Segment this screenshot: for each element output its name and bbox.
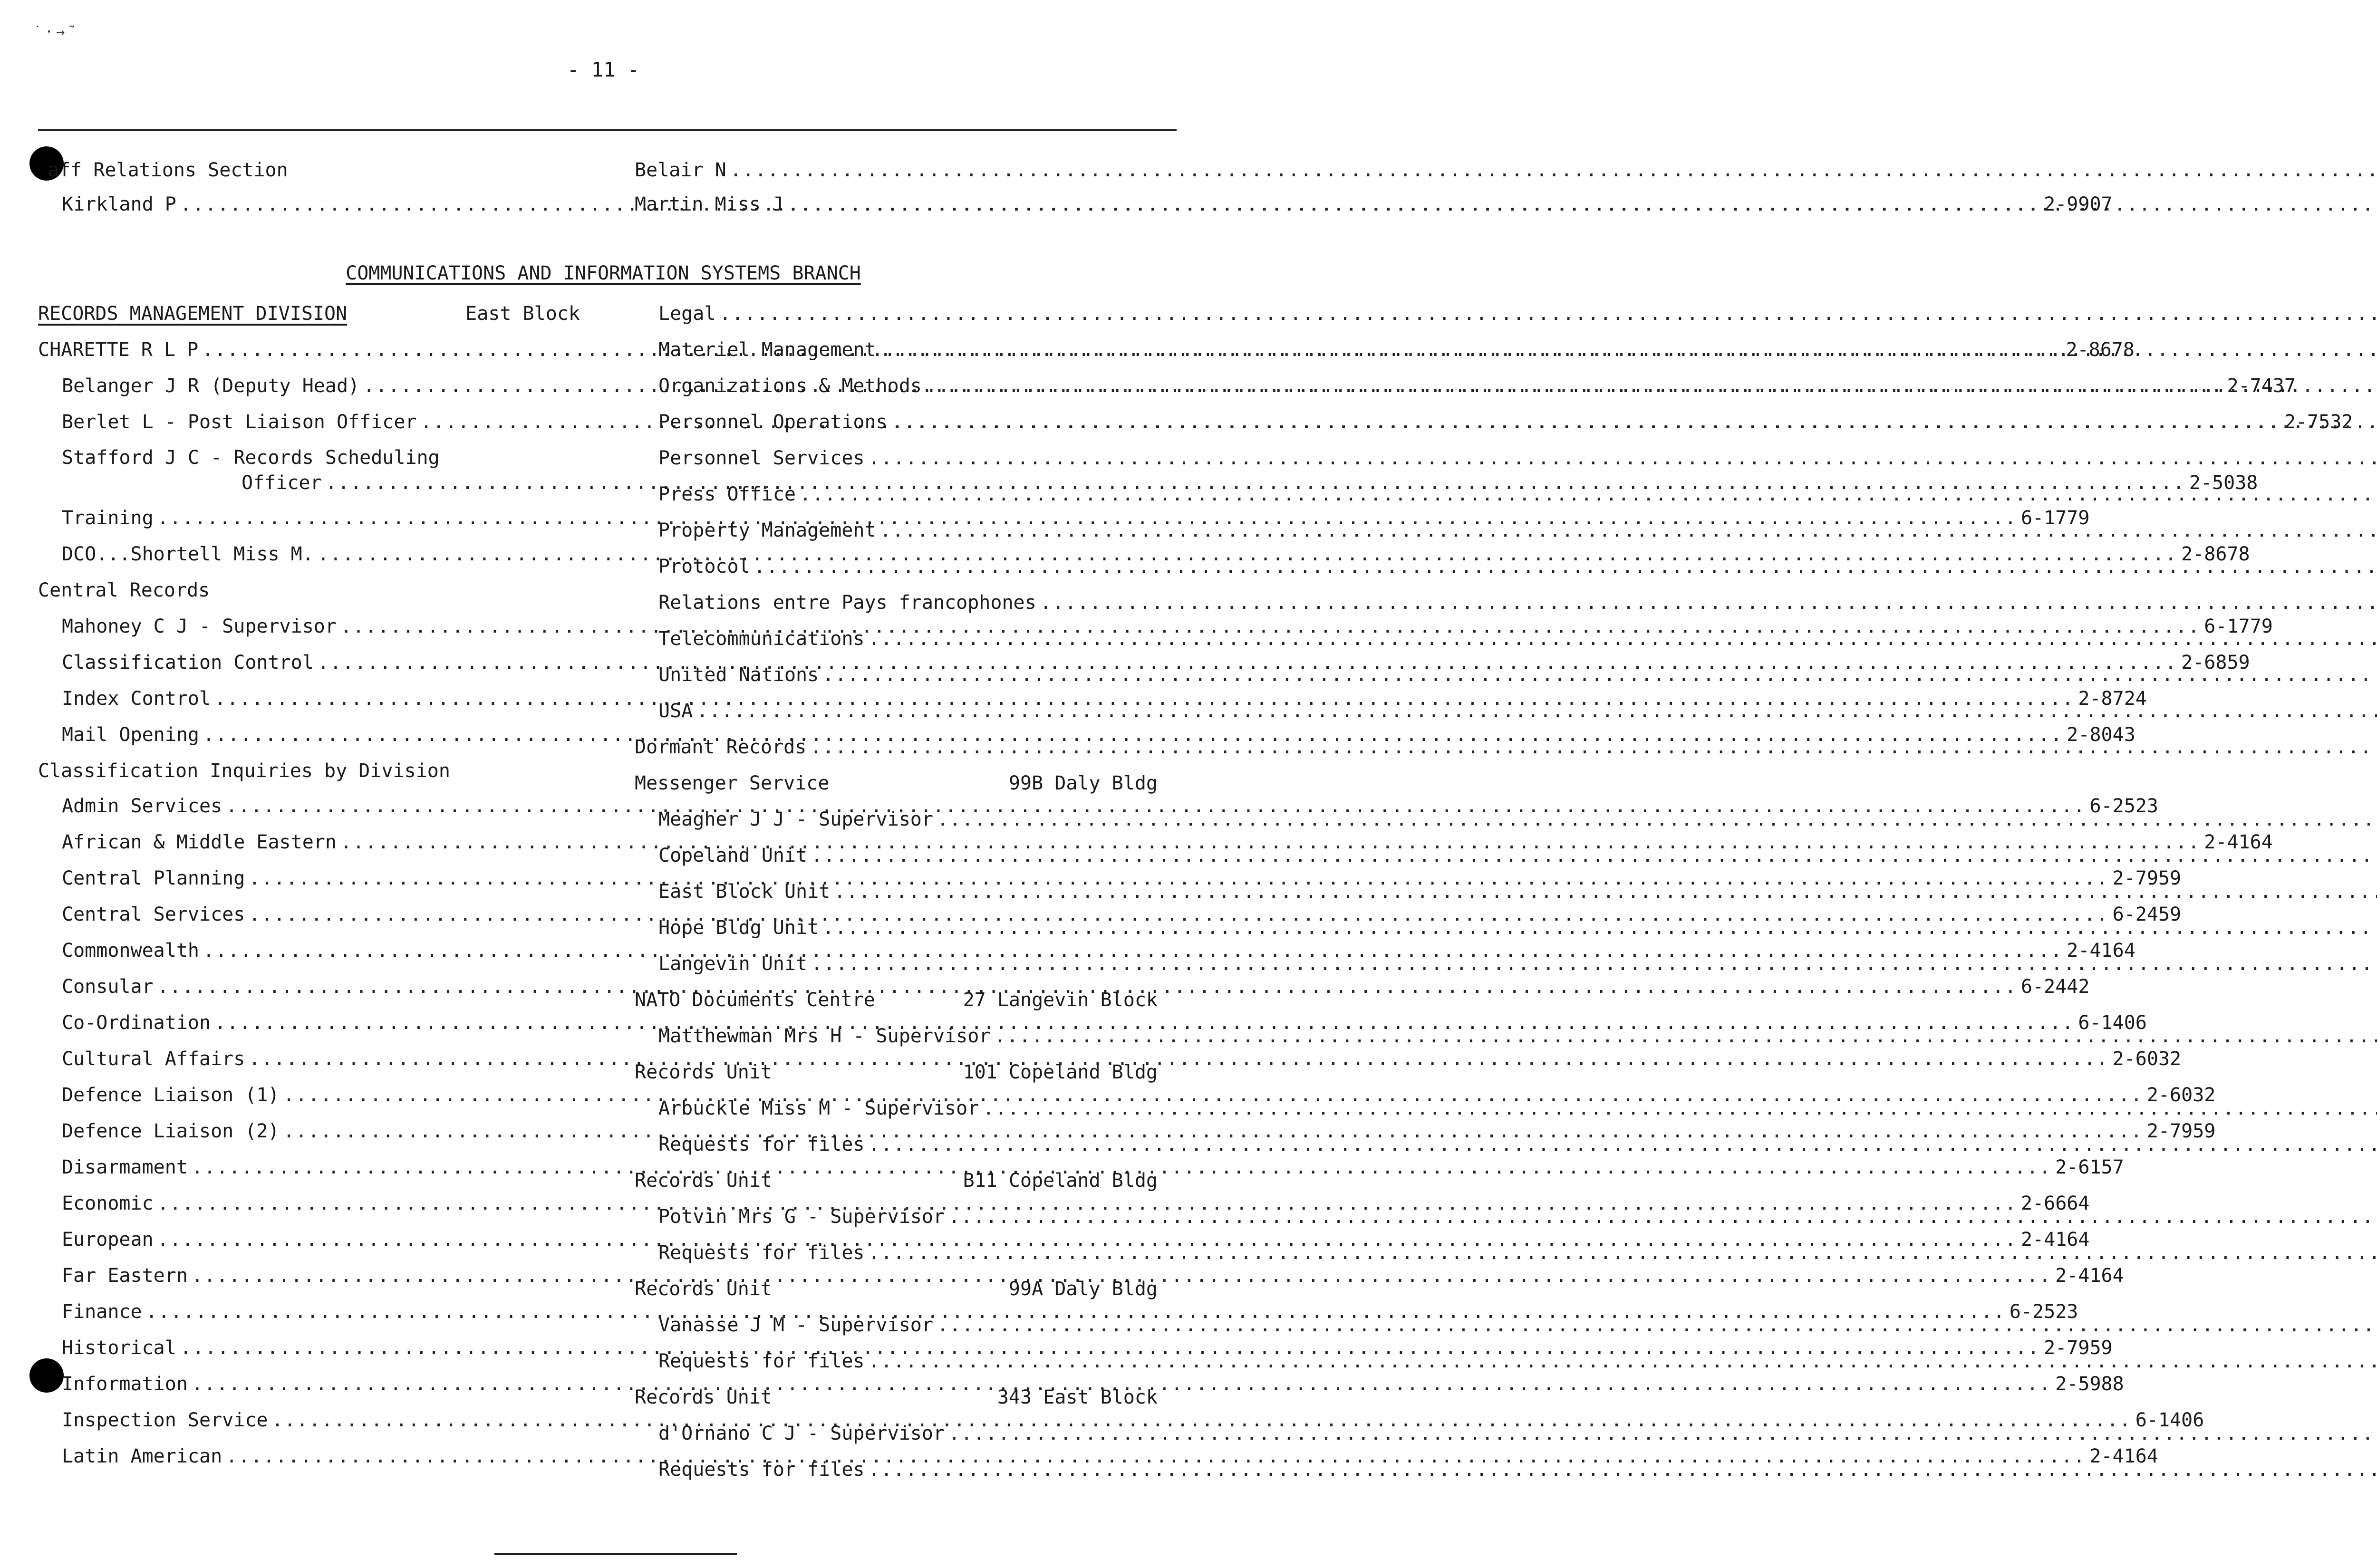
phone-extension: 6-1406 [2078, 1012, 2147, 1034]
phone-extension: 2-7959 [2146, 1120, 2216, 1142]
phone-extension: 2-7959 [2112, 867, 2182, 889]
group-name: Records Unit [635, 1278, 772, 1300]
dot-leader [868, 1455, 2377, 1484]
entry-name: Inspection Service [62, 1409, 268, 1431]
entry-name: European [62, 1229, 154, 1251]
list-item [635, 950, 1158, 978]
dot-leader [926, 372, 2377, 400]
phone-extension: 2-6664 [2020, 1193, 2090, 1214]
dot-leader [880, 516, 2377, 545]
group-name: Records Unit [635, 1386, 772, 1408]
entry-name: Potvin Mrs G - Supervisor [658, 1206, 945, 1228]
dot-leader [994, 1022, 2377, 1050]
phone-extension: 2-6032 [2112, 1048, 2182, 1070]
phone-extension: 6-2523 [2009, 1301, 2078, 1323]
dot-leader [868, 444, 2377, 472]
entry-name: Finance [62, 1301, 142, 1323]
phone-extension: 2-4164 [2204, 831, 2273, 853]
entry-name: Martin Miss J [635, 193, 784, 215]
entry-name: Berlet L - Post Liaison Officer [62, 411, 417, 433]
dot-leader [810, 733, 2377, 761]
group-name: Records Unit [635, 1170, 772, 1192]
entry-name: Co-Ordination [62, 1012, 211, 1034]
list-item [635, 372, 1158, 400]
dot-leader [822, 661, 2377, 689]
entry-name: Meagher J J - Supervisor [658, 808, 933, 830]
dot-leader [730, 156, 2377, 184]
group-heading [635, 1383, 1158, 1412]
list-item [635, 299, 1158, 328]
entry-name: Matthewman Mrs H - Supervisor [658, 1025, 991, 1047]
entry-name: Copeland Unit [658, 845, 808, 866]
phone-extension: 2-7532 [2284, 411, 2353, 433]
phone-extension: 2-4164 [2020, 1229, 2090, 1251]
entry-name: Dormant Records [635, 736, 807, 758]
list-item [635, 1311, 1158, 1339]
entry-name: Kirkland P [62, 193, 176, 215]
list-item [635, 480, 1158, 509]
dot-leader [868, 1347, 2377, 1376]
phone-extension: 2-4164 [2089, 1445, 2158, 1467]
dot-leader [983, 1094, 2377, 1123]
phone-extension: 2-6032 [2146, 1084, 2216, 1106]
group-location: 99A Daly Bldg [1008, 1278, 1158, 1300]
entry-name: Langevin Unit [658, 953, 808, 975]
dot-leader [868, 1239, 2377, 1267]
phone-extension: 2-6157 [2055, 1156, 2124, 1178]
dot-leader [880, 336, 2377, 364]
group-location: 101 Copeland Bldg [963, 1061, 1158, 1083]
group-name: Messenger Service [635, 772, 830, 794]
entry-name: Relations entre Pays francophones [658, 592, 1036, 614]
entry-name: Economic [62, 1193, 154, 1214]
group-name: NATO Documents Centre [635, 989, 875, 1011]
dot-leader [834, 877, 2377, 906]
entry-name: Belanger J R (Deputy Head) [62, 375, 360, 397]
list-item [635, 1130, 1158, 1159]
phone-extension: 6-2442 [2020, 976, 2090, 998]
entry-name-continued: Officer [242, 472, 322, 494]
entry-name: Commonwealth [62, 940, 199, 962]
entry-name: Vanasse J M - Supervisor [658, 1314, 933, 1336]
dot-leader [891, 408, 2377, 436]
entry-name: Hope Bldg Unit [658, 917, 819, 939]
phone-extension: 2-7437 [2227, 375, 2296, 397]
entry-name: Classification Control [62, 652, 314, 673]
entry-name: Personnel Services [658, 447, 865, 469]
phone-extension: 2-8043 [2067, 724, 2135, 746]
entry-name: Belair N [635, 159, 726, 181]
group-heading [635, 769, 1158, 798]
entry-name: Organizations & Methods [658, 375, 922, 397]
group-name: Records Unit [635, 1061, 772, 1083]
group-location: 343 East Block [997, 1386, 1158, 1408]
list-item [635, 190, 1158, 219]
entry-name: Requests for files [658, 1459, 865, 1481]
inquiries-heading: Classification Inquiries by Division [38, 760, 450, 782]
list-item [635, 588, 1158, 617]
dot-leader [948, 1419, 2377, 1448]
list-item [635, 336, 1158, 364]
entry-name: DCO...Shortell Miss M. [62, 543, 314, 565]
list-item [635, 1239, 1158, 1267]
dot-leader [787, 190, 2377, 219]
list-item [635, 1094, 1158, 1123]
list-item [635, 805, 1158, 834]
entry-name: Arbuckle Miss M - Supervisor [658, 1097, 979, 1119]
phone-extension: 2-8724 [2078, 688, 2147, 710]
entry-name: Protocol [658, 556, 750, 577]
dot-leader [800, 480, 2377, 509]
entry-name: Far Eastern [62, 1265, 188, 1287]
top-rule [38, 129, 1177, 131]
phone-extension: 2-6859 [2181, 652, 2250, 673]
list-item [38, 443, 580, 472]
entry-name: Personnel Operations [658, 411, 888, 433]
entry-name: Property Management [658, 519, 876, 541]
phone-extension: 6-2459 [2112, 904, 2182, 925]
division-location: East Block [465, 303, 580, 325]
dot-leader [811, 841, 2377, 870]
list-item [635, 552, 1158, 581]
entry-name: Legal [658, 303, 716, 325]
entry-name: Mail Opening [62, 724, 199, 746]
entry-name: Telecommunications [658, 628, 865, 650]
entry-name: Requests for files [658, 1134, 865, 1155]
entry-name: Stafford J C - Records Scheduling [62, 447, 440, 469]
dot-leader [937, 1311, 2377, 1339]
scan-artifact: ˙·→˜ [33, 24, 79, 40]
list-item [635, 1202, 1158, 1231]
phone-extension: 2-8678 [2066, 339, 2135, 361]
entry-name: Disarmament [62, 1156, 188, 1178]
dot-leader [937, 805, 2377, 834]
page-number: - 11 - [567, 58, 639, 81]
right-column [635, 299, 1158, 1481]
entry-name: Defence Liaison (2) [62, 1120, 280, 1142]
dot-leader [696, 697, 2377, 725]
dot-leader [1040, 588, 2377, 617]
entry-name: Defence Liaison (1) [62, 1084, 280, 1106]
entry-name: African & Middle Eastern [62, 831, 337, 853]
entry-name: Historical [62, 1337, 176, 1359]
list-item [635, 1419, 1158, 1448]
entry-name: Information [62, 1373, 188, 1395]
phone-extension: 6-1779 [2204, 616, 2273, 637]
entry-name: Latin American [62, 1445, 222, 1467]
dot-leader [754, 552, 2377, 581]
dot-leader [868, 1130, 2377, 1159]
entry-name: Central Planning [62, 867, 245, 889]
group-location: 27 Langevin Block [963, 989, 1158, 1011]
staff-relations-heading: aff Relations Section [48, 159, 288, 181]
list-item [635, 661, 1158, 689]
group-heading [635, 1166, 1158, 1195]
group-heading [635, 986, 1158, 1014]
list-item [635, 697, 1158, 725]
group-heading [635, 1275, 1158, 1303]
entry-name: d'Ornano C J - Supervisor [658, 1423, 945, 1444]
phone-extension: 2-4164 [2055, 1265, 2124, 1287]
list-item [635, 877, 1158, 906]
division-name: RECORDS MANAGEMENT DIVISION [38, 303, 348, 325]
group-location: 99B Daly Bldg [1008, 772, 1158, 794]
phone-extension: 2-4164 [2067, 940, 2135, 962]
entry-name: Consular [62, 976, 154, 998]
dot-leader [719, 299, 2377, 328]
entry-name: Requests for files [658, 1242, 865, 1264]
entry-name: Cultural Affairs [62, 1048, 245, 1070]
entry-name: Admin Services [62, 795, 222, 817]
dot-leader [822, 914, 2377, 942]
entry-name: Requests for files [658, 1350, 865, 1372]
phone-extension: 6-2523 [2089, 795, 2158, 817]
entry-name: Materiel Management [658, 339, 876, 361]
entry-name: United Nations [658, 664, 819, 686]
list-item [635, 733, 1158, 761]
entry-name: East Block Unit [658, 881, 831, 903]
phone-extension: 6-1779 [2020, 507, 2090, 529]
phone-extension: 2-8678 [2181, 543, 2250, 565]
phone-extension: 2-7959 [2044, 1337, 2113, 1359]
list-item [635, 841, 1158, 870]
dot-leader [948, 1202, 2377, 1231]
bottom-rule [494, 1553, 737, 1555]
list-item [635, 408, 1158, 436]
entry-name: Central Services [62, 904, 245, 925]
central-records-heading: Central Records [38, 579, 210, 601]
dot-leader [868, 625, 2377, 653]
list-item [635, 914, 1158, 942]
section-heading [38, 576, 580, 605]
phone-extension: 2-5038 [2189, 472, 2258, 494]
list-item [635, 1455, 1158, 1484]
list-item [635, 625, 1158, 653]
list-item [635, 156, 1158, 184]
entry-name: Training [62, 507, 154, 529]
section-heading [38, 156, 580, 184]
list-item [635, 444, 1158, 472]
dot-leader [811, 950, 2377, 978]
list-item [635, 516, 1158, 545]
division-heading [38, 299, 580, 328]
phone-extension: 2-9907 [2044, 193, 2113, 215]
entry-name: Press Office [658, 483, 796, 505]
group-heading [635, 1058, 1158, 1087]
phone-extension: 6-1406 [2135, 1409, 2204, 1431]
branch-title: COMMUNICATIONS AND INFORMATION SYSTEMS BRANCH [346, 262, 861, 284]
list-item [635, 1022, 1158, 1050]
list-item [635, 1347, 1158, 1376]
section-heading [38, 757, 580, 785]
entry-name: Index Control [62, 688, 211, 710]
entry-name: CHARETTE R L P [38, 339, 199, 361]
phone-extension: 2-5988 [2055, 1373, 2124, 1395]
entry-name: USA [658, 700, 693, 722]
group-location: B11 Copeland Bldg [963, 1170, 1158, 1192]
entry-name: Mahoney C J - Supervisor [62, 616, 337, 637]
